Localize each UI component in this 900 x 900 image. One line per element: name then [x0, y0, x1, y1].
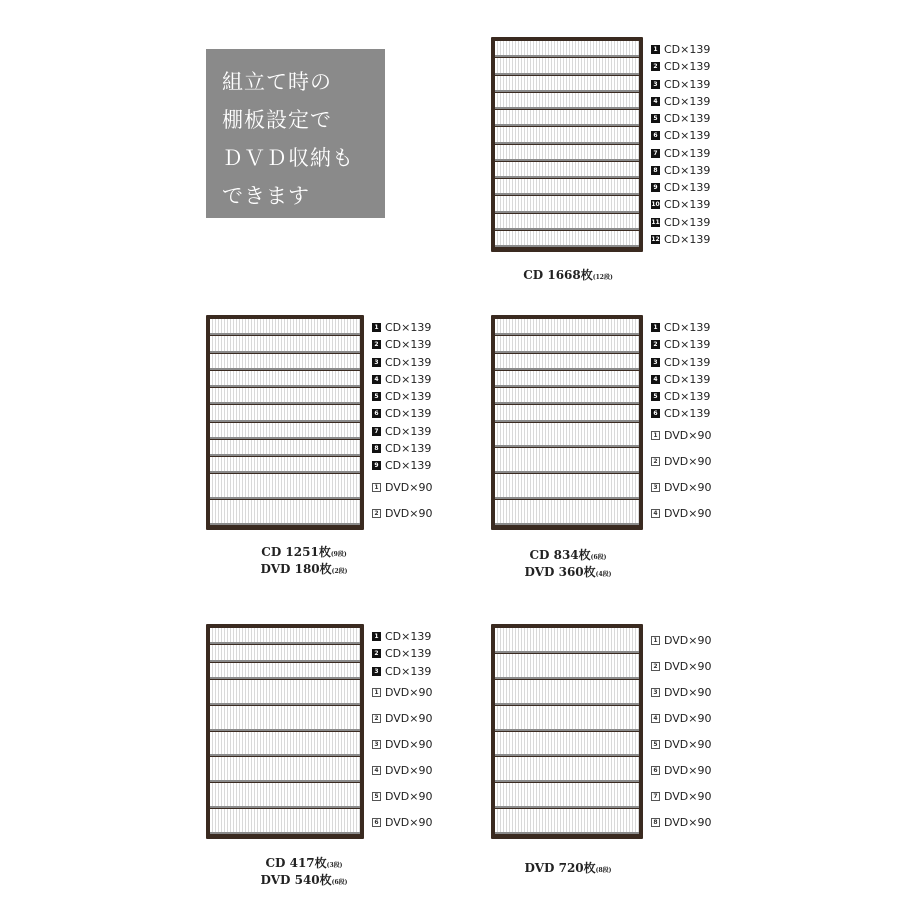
shelf-capacity-label: DVD×90: [385, 737, 433, 751]
shelf-legend-item: [372, 441, 431, 455]
shelf-number-badge: 3: [651, 358, 660, 367]
shelf-number-badge: 3: [372, 740, 381, 749]
cd-shelf: [210, 628, 360, 644]
shelf-capacity-label: CD×139: [664, 163, 711, 177]
shelf-capacity-label: CD×139: [385, 407, 432, 421]
shelf-number-badge: 11: [651, 218, 660, 226]
cabinet-frame: [491, 315, 643, 530]
shelf-legend-item: [651, 712, 712, 726]
shelf-capacity-label: CD×139: [664, 372, 711, 386]
shelf-capacity-label: CD×139: [664, 198, 711, 212]
shelf-number-badge: 9: [372, 461, 381, 470]
shelf-number-badge: 1: [651, 323, 660, 332]
caption-line: [468, 268, 668, 285]
shelf-number-badge: 1: [651, 636, 660, 645]
cd-shelf: [495, 58, 639, 74]
callout-line: 組立て時の: [222, 70, 332, 94]
shelf-number-badge: 1: [372, 323, 381, 332]
shelf-legend-item: [651, 146, 710, 160]
shelf-capacity-label: DVD×90: [385, 763, 433, 777]
shelf-capacity-label: CD×139: [385, 424, 432, 438]
caption-line: [204, 856, 404, 873]
shelf-capacity-label: CD×139: [664, 112, 711, 126]
cd-shelf: [495, 231, 639, 247]
shelf-capacity-label: CD×139: [664, 43, 711, 57]
cd-shelf: [210, 388, 360, 404]
caption-total: DVD 540枚: [260, 873, 332, 887]
shelf-legend-item: [372, 664, 431, 678]
shelf-capacity-label: DVD×90: [385, 480, 433, 494]
cd-shelf: [495, 110, 639, 126]
shelf-capacity-label: CD×139: [664, 60, 711, 74]
shelf-legend-item: [372, 480, 433, 494]
cd-shelf: [210, 354, 360, 370]
shelf-capacity-label: DVD×90: [664, 763, 712, 777]
shelf-number-badge: 7: [651, 149, 660, 158]
shelf-legend-item: [651, 112, 710, 126]
shelf-legend-item: [651, 321, 710, 335]
dvd-shelf: [495, 654, 639, 679]
shelf-capacity-label: DVD×90: [664, 789, 712, 803]
shelf-legend-item: [651, 480, 712, 494]
cd-shelf: [210, 405, 360, 421]
shelf-number-badge: 6: [651, 131, 660, 140]
caption-line: [204, 545, 404, 562]
shelf-legend-item: [372, 372, 431, 386]
shelf-legend-item: [372, 647, 431, 661]
shelf-number-badge: 10: [651, 201, 660, 209]
capacity-caption: [468, 861, 668, 878]
shelf-legend-item: [651, 390, 710, 404]
shelf-number-badge: 2: [651, 62, 660, 71]
shelf-capacity-label: DVD×90: [385, 506, 433, 520]
capacity-caption: [468, 268, 668, 285]
shelf-legend-item: [651, 634, 712, 648]
shelf-legend-item: [372, 815, 433, 829]
shelf-number-badge: 3: [372, 358, 381, 367]
dvd-shelf: [495, 783, 639, 808]
shelf-number-badge: 1: [372, 632, 381, 641]
shelf-legend-item: [651, 660, 712, 674]
shelf-capacity-label: CD×139: [664, 77, 711, 91]
shelf-number-badge: 2: [372, 714, 381, 723]
shelf-legend-item: [651, 428, 712, 442]
shelf-legend-item: [372, 763, 433, 777]
shelf-number-badge: 2: [651, 662, 660, 671]
shelf-legend-item: [372, 789, 433, 803]
shelf-legend-item: [372, 459, 431, 473]
caption-line: [468, 565, 668, 582]
shelf-legend-item: [651, 763, 712, 777]
cd-shelf: [210, 336, 360, 352]
shelf-legend-item: [372, 321, 431, 335]
caption-line: [204, 562, 404, 579]
cd-shelf: [495, 388, 639, 404]
cd-shelf: [210, 440, 360, 456]
shelf-capacity-label: DVD×90: [664, 815, 712, 829]
caption-total: DVD 180枚: [260, 562, 332, 576]
caption-total: CD 834枚: [529, 548, 591, 562]
shelf-legend-item: [651, 129, 710, 143]
dvd-shelf: [495, 474, 639, 499]
dvd-shelf: [495, 809, 639, 834]
dvd-shelf: [210, 706, 360, 731]
shelf-capacity-label: DVD×90: [385, 686, 433, 700]
shelf-legend-item: [372, 355, 431, 369]
shelf-capacity-label: CD×139: [385, 372, 432, 386]
shelf-capacity-label: CD×139: [664, 129, 711, 143]
info-callout: [206, 49, 385, 218]
dvd-shelf: [210, 783, 360, 808]
shelf-number-badge: 4: [651, 714, 660, 723]
caption-line: [468, 861, 668, 878]
cd-shelf: [495, 371, 639, 387]
dvd-shelf: [495, 423, 639, 448]
shelf-legend-item: [372, 630, 431, 644]
shelf-capacity-label: DVD×90: [664, 506, 712, 520]
caption-total: DVD 720枚: [524, 861, 596, 875]
cd-shelf: [495, 319, 639, 335]
shelf-number-badge: 6: [372, 818, 381, 827]
shelf-capacity-label: DVD×90: [664, 660, 712, 674]
shelf-number-badge: 6: [651, 409, 660, 418]
shelf-number-badge: 8: [372, 444, 381, 453]
shelf-number-badge: 1: [651, 431, 660, 440]
shelf-capacity-label: CD×139: [385, 355, 432, 369]
caption-tier-count: (6段): [590, 554, 607, 561]
shelf-capacity-label: CD×139: [664, 338, 711, 352]
shelf-number-badge: 3: [651, 483, 660, 492]
shelf-number-badge: 1: [372, 483, 381, 492]
cd-shelf: [210, 645, 360, 661]
shelf-capacity-label: CD×139: [385, 338, 432, 352]
shelf-number-badge: 9: [651, 183, 660, 192]
shelf-number-badge: 3: [372, 667, 381, 676]
cd-shelf: [495, 93, 639, 109]
shelf-legend-item: [651, 454, 712, 468]
shelf-capacity-label: CD×139: [385, 647, 432, 661]
shelf-legend-item: [651, 77, 710, 91]
shelf-number-badge: 6: [651, 766, 660, 775]
cd-shelf: [495, 145, 639, 161]
shelf-capacity-label: DVD×90: [664, 712, 712, 726]
dvd-shelf: [495, 448, 639, 473]
shelf-number-badge: 1: [651, 45, 660, 54]
dvd-shelf: [495, 500, 639, 525]
shelf-number-badge: 7: [372, 427, 381, 436]
caption-total: CD 417枚: [265, 856, 327, 870]
shelf-legend-item: [651, 815, 712, 829]
shelf-legend-item: [372, 506, 433, 520]
cd-shelf: [210, 371, 360, 387]
shelf-capacity-label: CD×139: [664, 181, 711, 195]
shelf-capacity-label: CD×139: [664, 390, 711, 404]
caption-line: [468, 548, 668, 565]
shelf-capacity-label: DVD×90: [664, 428, 712, 442]
shelf-legend-item: [651, 789, 712, 803]
cd-shelf: [495, 405, 639, 421]
shelf-legend-item: [651, 355, 710, 369]
shelf-legend-item: [372, 390, 431, 404]
shelf-number-badge: 2: [372, 340, 381, 349]
cd-shelf: [495, 127, 639, 143]
shelf-capacity-label: CD×139: [385, 664, 432, 678]
capacity-caption: [468, 548, 668, 582]
shelf-number-badge: 2: [372, 509, 381, 518]
dvd-shelf: [495, 732, 639, 757]
cd-shelf: [495, 196, 639, 212]
capacity-caption: [204, 545, 404, 579]
shelf-legend-item: [651, 215, 710, 229]
dvd-shelf: [495, 680, 639, 705]
cd-shelf: [495, 336, 639, 352]
shelf-number-badge: 3: [651, 688, 660, 697]
shelf-capacity-label: CD×139: [385, 321, 432, 335]
cd-shelf: [210, 457, 360, 473]
shelf-legend-item: [372, 407, 431, 421]
dvd-shelf: [495, 628, 639, 653]
cabinet-frame: [491, 37, 643, 252]
shelf-number-badge: 6: [372, 409, 381, 418]
cd-shelf: [495, 162, 639, 178]
shelf-number-badge: 8: [651, 166, 660, 175]
shelf-number-badge: 3: [651, 80, 660, 89]
shelf-capacity-label: DVD×90: [664, 686, 712, 700]
shelf-capacity-label: CD×139: [385, 390, 432, 404]
dvd-shelf: [495, 706, 639, 731]
shelf-legend-item: [651, 372, 710, 386]
shelf-number-badge: 4: [651, 509, 660, 518]
cd-shelf: [210, 423, 360, 439]
shelf-legend-item: [651, 181, 710, 195]
caption-tier-count: (8段): [595, 867, 612, 874]
shelf-legend-item: [651, 43, 710, 57]
shelf-capacity-label: CD×139: [664, 321, 711, 335]
shelf-capacity-label: DVD×90: [664, 737, 712, 751]
dvd-shelf: [210, 809, 360, 834]
caption-tier-count: (12段): [592, 274, 613, 281]
shelf-capacity-label: DVD×90: [385, 815, 433, 829]
cabinet-frame: [491, 624, 643, 839]
shelf-legend-item: [651, 737, 712, 751]
shelf-legend-item: [651, 338, 710, 352]
cd-shelf: [495, 41, 639, 57]
shelf-capacity-label: DVD×90: [664, 454, 712, 468]
cd-shelf: [495, 76, 639, 92]
shelf-number-badge: 5: [651, 392, 660, 401]
dvd-shelf: [210, 732, 360, 757]
shelf-number-badge: 12: [651, 235, 660, 243]
shelf-capacity-label: CD×139: [385, 441, 432, 455]
shelf-number-badge: 2: [651, 340, 660, 349]
shelf-legend-item: [651, 60, 710, 74]
shelf-number-badge: 5: [651, 740, 660, 749]
shelf-legend-item: [651, 198, 710, 212]
caption-tier-count: (9段): [330, 551, 347, 558]
dvd-shelf: [210, 757, 360, 782]
cabinet-frame: [206, 624, 364, 839]
shelf-capacity-label: CD×139: [664, 146, 711, 160]
caption-tier-count: (3段): [326, 862, 343, 869]
shelf-capacity-label: DVD×90: [664, 634, 712, 648]
shelf-legend-item: [372, 686, 433, 700]
shelf-number-badge: 7: [651, 792, 660, 801]
shelf-number-badge: 1: [372, 688, 381, 697]
caption-tier-count: (6段): [331, 879, 348, 886]
dvd-shelf: [210, 474, 360, 499]
shelf-legend-item: [651, 407, 710, 421]
cd-shelf: [495, 214, 639, 230]
shelf-capacity-label: DVD×90: [385, 712, 433, 726]
dvd-shelf: [210, 500, 360, 525]
shelf-number-badge: 2: [651, 457, 660, 466]
shelf-number-badge: 4: [651, 375, 660, 384]
caption-tier-count: (4段): [595, 571, 612, 578]
cd-shelf: [495, 354, 639, 370]
callout-line: できます: [222, 184, 310, 208]
shelf-legend-item: [372, 424, 431, 438]
shelf-legend-item: [651, 94, 710, 108]
shelf-capacity-label: CD×139: [664, 407, 711, 421]
shelf-legend-item: [372, 712, 433, 726]
shelf-legend-item: [372, 737, 433, 751]
shelf-capacity-label: CD×139: [664, 355, 711, 369]
shelf-legend-item: [651, 232, 710, 246]
dvd-shelf: [210, 680, 360, 705]
shelf-legend-item: [651, 686, 712, 700]
shelf-capacity-label: CD×139: [385, 459, 432, 473]
shelf-capacity-label: DVD×90: [385, 789, 433, 803]
shelf-number-badge: 8: [651, 818, 660, 827]
shelf-legend-item: [651, 163, 710, 177]
shelf-number-badge: 4: [372, 766, 381, 775]
shelf-number-badge: 5: [372, 792, 381, 801]
caption-total: CD 1251枚: [261, 545, 331, 559]
dvd-shelf: [495, 757, 639, 782]
shelf-number-badge: 5: [651, 114, 660, 123]
shelf-legend-item: [651, 506, 712, 520]
callout-line: ＤＶＤ収納も: [222, 146, 354, 170]
shelf-number-badge: 4: [372, 375, 381, 384]
shelf-capacity-label: DVD×90: [664, 480, 712, 494]
shelf-legend-item: [372, 338, 431, 352]
cabinet-frame: [206, 315, 364, 530]
capacity-caption: [204, 856, 404, 890]
shelf-number-badge: 2: [372, 649, 381, 658]
caption-tier-count: (2段): [331, 568, 348, 575]
shelf-number-badge: 4: [651, 97, 660, 106]
cd-shelf: [495, 179, 639, 195]
shelf-capacity-label: CD×139: [664, 232, 711, 246]
cd-shelf: [210, 663, 360, 679]
shelf-capacity-label: CD×139: [664, 94, 711, 108]
caption-total: DVD 360枚: [524, 565, 596, 579]
callout-line: 棚板設定で: [222, 108, 332, 132]
cd-shelf: [210, 319, 360, 335]
caption-line: [204, 873, 404, 890]
shelf-capacity-label: CD×139: [385, 630, 432, 644]
caption-total: CD 1668枚: [523, 268, 593, 282]
shelf-number-badge: 5: [372, 392, 381, 401]
shelf-capacity-label: CD×139: [664, 215, 711, 229]
